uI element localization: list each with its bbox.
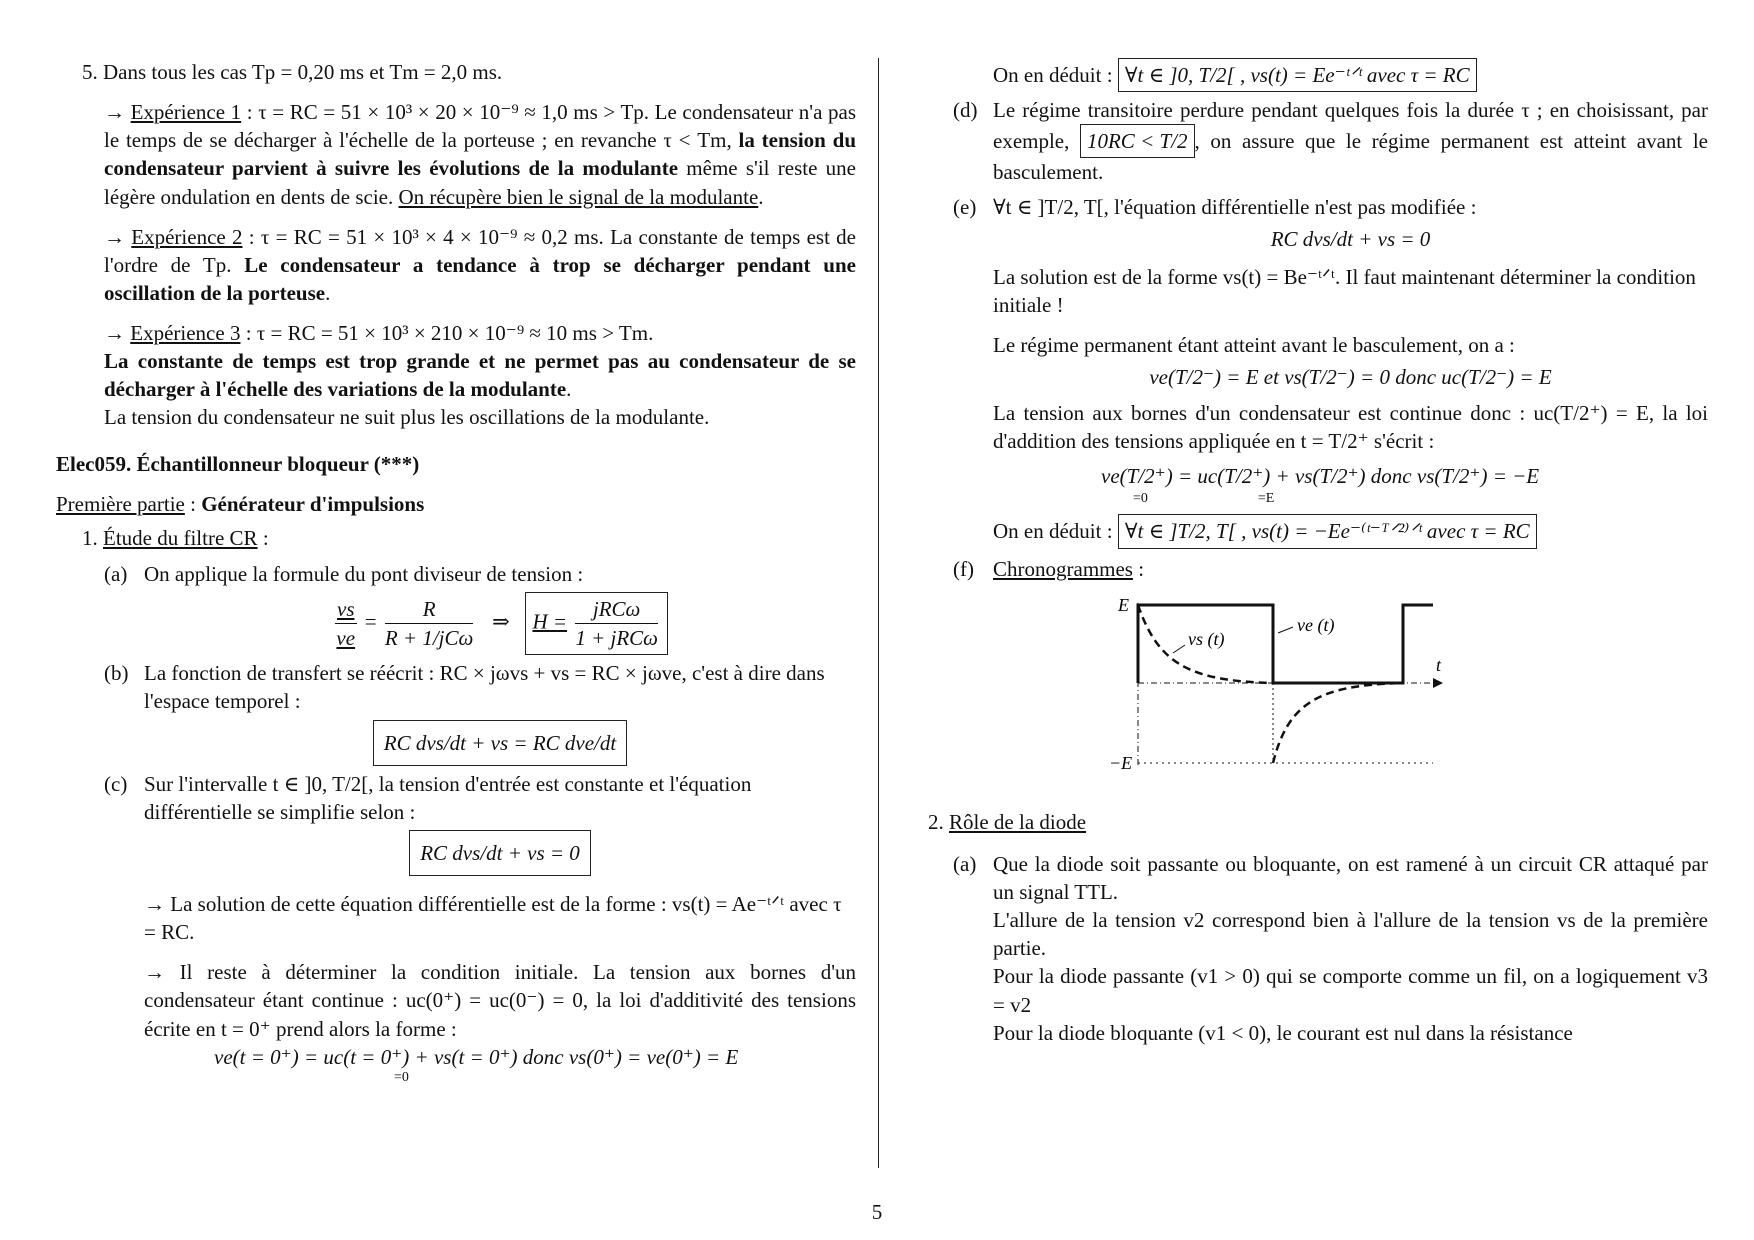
e-braces [993, 490, 1708, 509]
experience-3: → Expérience 3 : τ = RC = 51 × 10³ × 210 × 10⁻⁹ ≈ 10 ms > Tm. La constante de temps est trop grande et ne permet pas au condensateur de se décharger à l'échelle des variations de la modulante. La tension du condensateur ne suit plus les oscillations de la modulante. [104, 321, 856, 430]
item-f: (f) Chronogrammes : E −E ve (t) vs (t) t [918, 555, 1708, 790]
b-equation: RC dvs/dt + vs = RC dve/dt [373, 720, 627, 766]
exp2-formula: : τ = RC = 51 × 10³ × 4 × 10⁻⁹ ≈ 0,2 ms. La constante de temps est de l'ordre de Tp. [104, 224, 856, 277]
c-underbrace: =0 [394, 1069, 409, 1085]
c-solution: → La solution de cette équation différentielle est de la forme : vs(t) = Ae⁻ᵗᐟᵗ avec τ = RC. [144, 892, 842, 945]
item-2a: (a) Que la diode soit passante ou bloquante, on est ramené à un circuit CR attaqué par un signal TTL. L'allure de la tension v2 correspond bien à l'allure de la tension vs de la première partie. Pour la diode passante (v1 > 0) qui se comporte comme un fil, on a logiquement v3 = v2 Pour la diode bloquante (v1 < 0), le courant est nul dans la résistance [918, 850, 1708, 1047]
q2-heading: 2. Rôle de la diode [928, 809, 1087, 834]
e-brace-2: =E [1257, 490, 1275, 506]
ve-curve [1138, 605, 1433, 683]
deduit2-box: ∀t ∈ ]T/2, T[ , vs(t) = −Ee⁻⁽ᵗ⁻ᵀᐟ²⁾ᐟᵗ avec τ = RC [1118, 514, 1537, 548]
chronogram-figure [1093, 583, 1553, 783]
q2a-line-2: L'allure de la tension v2 correspond bien à l'allure de la tension vs de la première partie. [993, 908, 1708, 961]
q2a-line-1: Que la diode soit passante ou bloquante, on est ramené à un circuit CR attaqué par un signal TTL. [993, 851, 1708, 904]
exp2-bold: Le condensateur a tendance à trop se décharger pendant une oscillation de la porteuse [104, 252, 856, 305]
a-equation: $\frac{vs}{ve}$ = $\frac{R}{\text{R + 1/jCω}}$ ⇒ H = $\frac{\text{jRCω}}{\text{1 + jRCω}}$ [144, 592, 856, 655]
vs-curve-2 [1273, 683, 1403, 763]
d-text1: Le régime transitoire perdure pendant quelques fois la durée τ ; en choisissant, par exemple, [993, 98, 1708, 154]
vs-leader [1173, 645, 1185, 653]
deduction-1 [918, 58, 1708, 92]
a-lhs-num: vs [335, 595, 357, 624]
exp1-underline: On récupère bien le signal de la modulante [398, 184, 759, 209]
e-permanent-eq: ve(T/2⁻) = E et vs(T/2⁻) = 0 donc uc(T/2⁻) = E [1149, 365, 1552, 390]
page-number: 5 [871, 1200, 883, 1224]
exp1-text2: même s'il reste une légère ondulation en dents de scie. [104, 156, 857, 209]
f-heading: Chronogrammes : [993, 556, 1145, 581]
part-heading: Première partie : Générateur d'impulsions [56, 491, 425, 516]
deduction-2 [993, 514, 1708, 548]
c-text: Sur l'intervalle t ∈ ]0, T/2[, la tension d'entrée est constante et l'équation différentielle se simplifie selon : [144, 771, 752, 824]
part-title: Générateur d'impulsions [201, 491, 425, 516]
q5-intro: 5. Dans tous les cas Tp = 0,20 ms et Tm = 2,0 ms. [82, 60, 503, 84]
q2a-line-4: Pour la diode bloquante (v1 < 0), le courant est nul dans la résistance [993, 1020, 1573, 1045]
a-H: H = [532, 609, 568, 634]
q1-label: Étude du filtre CR [103, 525, 258, 550]
d-box: 10RC < T/2 [1080, 124, 1195, 158]
exp1-bold: la tension du condensateur parvient à suivre les évolutions de la modulante [104, 128, 857, 181]
a-mid-den: R + 1/jCω [384, 626, 474, 651]
a-arrow: ⇒ [492, 609, 510, 634]
ve-leader [1278, 627, 1293, 633]
label-E: E [1118, 594, 1129, 615]
q2a-line-3: Pour la diode passante (v1 > 0) qui se comporte comme un fil, on a logiquement v3 = v2 [993, 964, 1708, 1017]
item-e: (e) ∀t ∈ ]T/2, T[, l'équation différentielle n'est pas modifiée : RC dvs/dt + vs = 0 La solution est de la forme vs(t) = Be⁻ᵗᐟᵗ. Il faut maintenant déterminer la condition initiale ! Le régime permanent étant atteint avant le basculement, on a : ve(T/2⁻) = E et vs(T/2⁻) = 0 donc uc(T/2⁻) = E La tension aux bornes d'un condensateur est continue donc : uc(T/2⁺) = E, la loi d'addition des tensions appliquée en t = T/2⁺ s'écrit : ve(T/2⁺) = uc(T/2⁺) + vs(T/2⁺) donc vs(T/2⁺) = −E =0 =E On en déduit : ∀t ∈ ]T/2, T[ , vs(t) = −Ee⁻⁽ᵗ⁻ᵀᐟ²⁾ᐟᵗ avec τ = RC [918, 193, 1708, 549]
q1-heading: 1. Étude du filtre CR : [82, 525, 269, 550]
a-lhs-den: ve [336, 626, 356, 651]
f-label: Chronogrammes [993, 556, 1133, 581]
exp1-label: Expérience 1 [130, 100, 242, 125]
e-final-eq: ve(T/2⁺) = uc(T/2⁺) + vs(T/2⁺) donc vs(T/2⁺) = −E [1101, 463, 1540, 488]
column-divider [878, 58, 879, 1168]
item-c: (c) Sur l'intervalle t ∈ ]0, T/2[, la tension d'entrée est constante et l'équation différentielle se simplifie selon : RC dvs/dt + vs = 0 → La solution de cette équation différentielle est de la forme : vs(t) = Ae⁻ᵗᐟᵗ avec τ = RC. → Il reste à déterminer la condition initiale. La tension aux bornes d'un condensateur étant continue : uc(0⁺) = uc(0⁻) = 0, la loi d'additivité des tensions écrite en t = 0⁺ prend alors la forme : ve(t = 0⁺) = uc(t = 0⁺) + vs(t = 0⁺) donc vs(0⁺) = ve(0⁺) = E =0 [56, 770, 856, 1088]
item-b: (b) La fonction de transfert se réécrit : RC × jωvs + vs = RC × jωve, c'est à dire dans l'espace temporel : RC dvs/dt + vs = RC dve/dt [56, 659, 856, 769]
e-equation: RC dvs/dt + vs = 0 [1270, 226, 1431, 251]
a-mid-num: R [385, 595, 474, 624]
a-res-num: jRCω [575, 595, 658, 624]
exp3-text: La tension du condensateur ne suit plus les oscillations de la modulante. [104, 405, 710, 430]
deduit2-label: On en déduit : [993, 519, 1118, 544]
item-a: (a) On applique la formule du pont diviseur de tension : $\frac{vs}{ve}$ = $\frac{R}{\text{R + 1/jCω}}$ ⇒ H = $\frac{\text{jRCω}}{\text{1 + jRCω}}$ [56, 560, 856, 659]
a-text: On applique la formule du pont diviseur de tension : [144, 561, 584, 586]
e-continuity: La tension aux bornes d'un condensateur est continue donc : uc(T/2⁺) = E, la loi d'addition des tensions appliquée en t = T/2⁺ s'écrit : [993, 401, 1708, 454]
c-final-eq: ve(t = 0⁺) = uc(t = 0⁺) + vs(t = 0⁺) donc vs(0⁺) = ve(0⁺) = E [214, 1044, 739, 1069]
left-column [56, 58, 856, 1088]
e-solution: La solution est de la forme vs(t) = Be⁻ᵗᐟᵗ. Il faut maintenant déterminer la condition initiale ! [993, 264, 1696, 317]
time-axis-arrow [1433, 678, 1443, 688]
e-permanent: Le régime permanent étant atteint avant le basculement, on a : [993, 333, 1515, 357]
e-text: ∀t ∈ ]T/2, T[, l'équation différentielle n'est pas modifiée : [993, 194, 1477, 219]
item-d: (d) Le régime transitoire perdure pendant quelques fois la durée τ ; en choisissant, par exemple, 10RC < T/2 , on assure que le régime permanent est atteint avant le basculement. [953, 98, 1708, 185]
label-t: t [1436, 654, 1442, 675]
q2-label: Rôle de la diode [949, 809, 1087, 834]
part-label: Première partie [56, 491, 185, 516]
experience-1: → Expérience 1 : τ = RC = 51 × 10³ × 20 × 10⁻⁹ ≈ 1,0 ms > Tp. Le condensateur n'a pas le temps de se décharger à l'échelle de la porteuse ; en revanche τ < Tm, la tension du condensateur parvient à suivre les évolutions de la modulante même s'il reste une légère ondulation en dents de scie. On récupère bien le signal de la modulante. [104, 100, 857, 209]
exp3-bold: La constante de temps est trop grande et ne permet pas au condensateur de se décharger à l'échelle des variations de la modulante [104, 349, 856, 402]
label-ve: ve (t) [1297, 614, 1335, 635]
exp2-label: Expérience 2 [131, 224, 243, 249]
c-initial: → Il reste à déterminer la condition initiale. La tension aux bornes d'un condensateur étant continue : uc(0⁺) = uc(0⁻) = 0, la loi d'additivité des tensions écrite en t = 0⁺ prend alors la forme : [144, 960, 856, 1041]
c-equation: RC dvs/dt + vs = 0 [409, 830, 591, 876]
a-res-den: 1 + jRCω [575, 626, 658, 651]
e-brace-1: =0 [1133, 490, 1148, 506]
section-title: Elec059. Échantillonneur bloqueur (***) [56, 451, 420, 476]
exp1-text1: Le condensateur n'a pas le temps de se décharger à l'échelle de la porteuse ; en revanche τ < Tm, [104, 100, 856, 153]
deduit1-box: ∀t ∈ ]0, T/2[ , vs(t) = Ee⁻ᵗᐟᵗ avec τ = RC [1118, 58, 1477, 92]
b-text: La fonction de transfert se réécrit : RC × jωvs + vs = RC × jωve, c'est à dire dans l'espace temporel : [144, 661, 825, 714]
exp1-formula: : τ = RC = 51 × 10³ × 20 × 10⁻⁹ ≈ 1,0 ms > Tp. [241, 100, 655, 125]
a-result-box [525, 592, 668, 655]
right-column [918, 58, 1708, 1047]
exp3-formula: : τ = RC = 51 × 10³ × 210 × 10⁻⁹ ≈ 10 ms > Tm. [240, 321, 654, 345]
experience-2: → Expérience 2 : τ = RC = 51 × 10³ × 4 × 10⁻⁹ ≈ 0,2 ms. La constante de temps est de l'ordre de Tp. Le condensateur a tendance à trop se décharger pendant une oscillation de la porteuse. [104, 224, 856, 305]
d-text2: , on assure que le régime permanent est atteint avant le basculement. [993, 129, 1708, 185]
label-vs: vs (t) [1188, 628, 1225, 649]
label-minus-E: −E [1109, 752, 1133, 773]
exp3-label: Expérience 3 [130, 321, 241, 345]
deduit1-label: On en déduit : [993, 63, 1118, 87]
